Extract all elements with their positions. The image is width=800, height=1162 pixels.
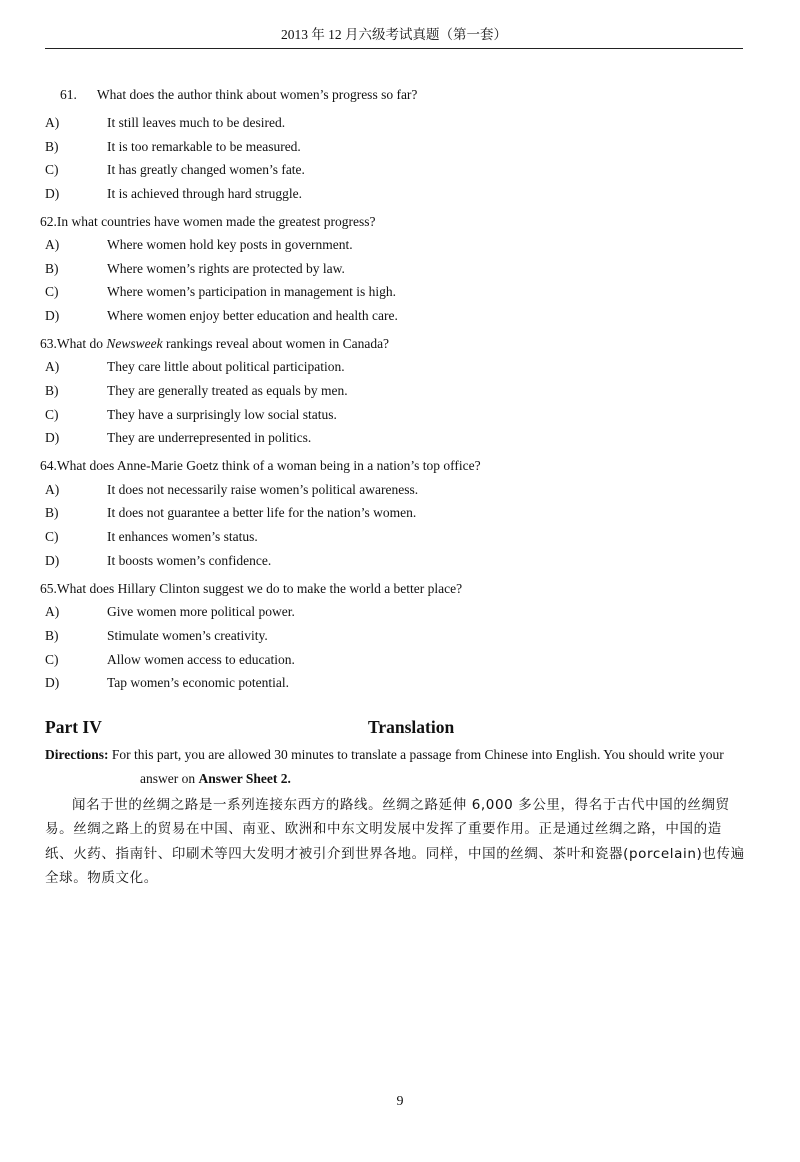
option-letter: D) xyxy=(45,308,60,323)
option-letter: D) xyxy=(45,553,60,568)
option-text: They are generally treated as equals by men. xyxy=(107,383,348,398)
option-text: It is achieved through hard struggle. xyxy=(107,186,302,201)
option-text: They care little about political participation. xyxy=(107,359,345,374)
question-63-stem xyxy=(40,336,389,352)
translation-passage: 闻名于世的丝绸之路是一系列连接东西方的路线。丝绸之路延伸 6,000 多公里，得名于古代中国的丝绸贸易。丝绸之路上的贸易在中国、南亚、欧洲和中东文明发展中发挥了重要作用。正是通过丝绸之路，中国的造纸、火药、指南针、印刷术等四大发明才被引介到世界各地。同样，中国的丝绸、茶叶和瓷器(porcelain)也传遍全球。物质文化。 xyxy=(45,797,745,886)
question-number: 64. xyxy=(40,458,57,473)
directions xyxy=(45,743,745,791)
option-text: They are underrepresented in politics. xyxy=(107,430,312,445)
question-number: 62. xyxy=(40,214,57,229)
option-letter: B) xyxy=(45,261,59,276)
option-text: It boosts women’s confidence. xyxy=(107,553,272,568)
option-text: Where women’s rights are protected by law. xyxy=(107,261,345,276)
question-61-stem xyxy=(60,87,417,103)
question-text: What does Anne-Marie Goetz think of a woman being in a nation’s top office? xyxy=(56,458,481,473)
option-letter: C) xyxy=(45,162,59,177)
header-title: 2013 年 12 月六级考试真题（第一套） xyxy=(280,27,508,42)
option-text: It does not guarantee a better life for the nation’s women. xyxy=(107,505,417,520)
directions-label: Directions: xyxy=(45,747,109,762)
option-text: They have a surprisingly low social status. xyxy=(107,407,337,422)
answer-sheet-name: Answer Sheet 2. xyxy=(198,771,291,786)
option-letter: B) xyxy=(45,628,59,643)
question-62-stem xyxy=(40,214,376,230)
directions-text: For this part, you are allowed 30 minutes to translate a passage from Chinese into English. You should write your xyxy=(108,747,724,762)
option-letter: C) xyxy=(45,284,59,299)
page-header xyxy=(45,22,743,49)
question-number: 65. xyxy=(40,581,57,596)
option-letter: D) xyxy=(45,430,60,445)
question-number: 61. xyxy=(60,87,77,102)
question-text: In what countries have women made the greatest progress? xyxy=(56,214,376,229)
option-text: Where women hold key posts in government. xyxy=(107,237,353,252)
question-text: What does the author think about women’s progress so far? xyxy=(96,87,418,102)
option-letter: C) xyxy=(45,652,59,667)
option-text: Allow women access to education. xyxy=(107,652,295,667)
option-text: It has greatly changed women’s fate. xyxy=(107,162,305,177)
option-text: Where women enjoy better education and health care. xyxy=(107,308,398,323)
question-number: 63. xyxy=(40,336,57,351)
option-letter: D) xyxy=(45,186,60,201)
question-text-pre: What do xyxy=(56,336,107,351)
option-text: Stimulate women’s creativity. xyxy=(107,628,268,643)
option-text: It does not necessarily raise women’s political awareness. xyxy=(107,482,419,497)
option-text: Where women’s participation in management is high. xyxy=(107,284,397,299)
option-letter: D) xyxy=(45,675,60,690)
publication-name: Newsweek xyxy=(106,336,163,351)
option-letter: A) xyxy=(45,115,60,130)
option-letter: C) xyxy=(45,529,59,544)
directions-line2: answer on xyxy=(140,771,199,786)
option-letter: A) xyxy=(45,359,60,374)
part-title: Translation xyxy=(368,717,455,737)
part-number: Part IV xyxy=(45,717,102,737)
question-65-stem xyxy=(40,581,462,597)
option-letter: B) xyxy=(45,505,59,520)
option-letter: B) xyxy=(45,139,59,154)
question-text-post: rankings reveal about women in Canada? xyxy=(162,336,390,351)
question-64-stem xyxy=(40,458,481,474)
option-text: Give women more political power. xyxy=(107,604,295,619)
option-letter: A) xyxy=(45,237,60,252)
option-letter: C) xyxy=(45,407,59,422)
option-letter: B) xyxy=(45,383,59,398)
option-letter: A) xyxy=(45,604,60,619)
question-text: What does Hillary Clinton suggest we do to make the world a better place? xyxy=(56,581,463,596)
option-text: It enhances women’s status. xyxy=(107,529,258,544)
option-text: Tap women’s economic potential. xyxy=(107,675,290,690)
page-number: 9 xyxy=(396,1094,404,1109)
option-letter: A) xyxy=(45,482,60,497)
option-text: It still leaves much to be desired. xyxy=(107,115,286,130)
option-text: It is too remarkable to be measured. xyxy=(107,139,301,154)
